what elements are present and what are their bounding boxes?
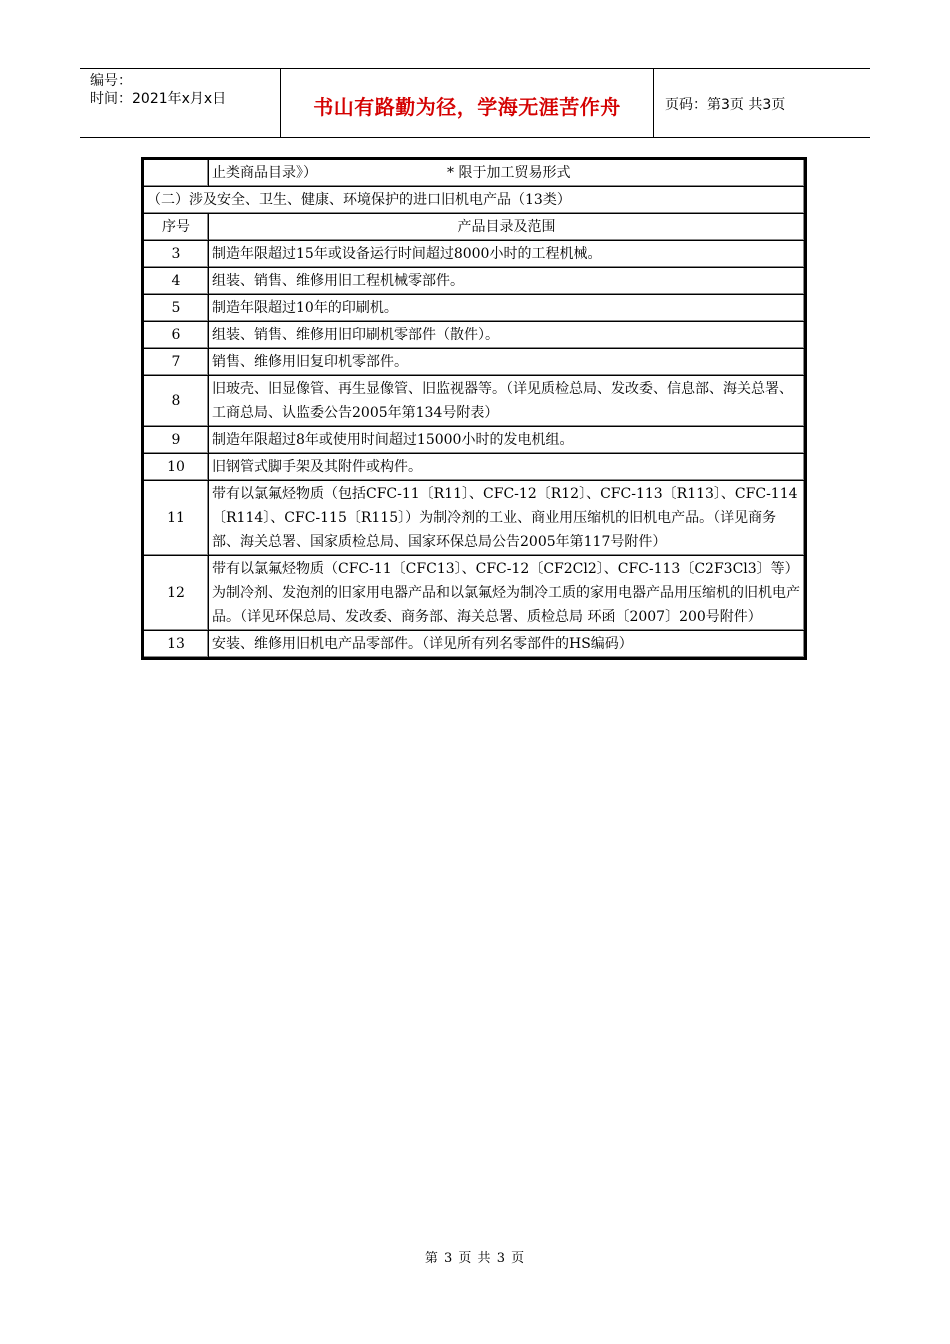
column-header-desc: 产品目录及范围 [209, 214, 805, 241]
row-description: 带有以氯氟烃物质（包括CFC-11〔R11〕、CFC-12〔R12〕、CFC-113〔R113〕、CFC-114〔R114〕、CFC-115〔R115〕）为制冷剂的工业、商业用压缩机的旧机电产品。（详见商务部、海关总署、国家质检总局、国家环保总局公告2005年第117号附件） [209, 481, 805, 556]
table-row [144, 556, 805, 631]
page-footer: 第 3 页 共 3 页 [424, 1251, 526, 1266]
row-description: 旧钢管式脚手架及其附件或构件。 [209, 454, 805, 481]
number-label: 编号： [90, 73, 132, 89]
row-number: 5 [144, 295, 209, 322]
row-description: 组装、销售、维修用旧印刷机零部件（散件）。 [209, 322, 805, 349]
table-row [144, 349, 805, 376]
table-row [144, 376, 805, 427]
row-number: 10 [144, 454, 209, 481]
row-description: 销售、维修用旧复印机零部件。 [209, 349, 805, 376]
row-description: 制造年限超过15年或设备运行时间超过8000小时的工程机械。 [209, 241, 805, 268]
table-header-row [144, 214, 805, 241]
continuation-cell [209, 160, 805, 187]
row-description: 制造年限超过8年或使用时间超过15000小时的发电机组。 [209, 427, 805, 454]
empty-cell [144, 160, 209, 187]
row-description: 安装、维修用旧机电产品零部件。（详见所有列名零部件的HS编码） [209, 631, 805, 658]
section-title: （二）涉及安全、卫生、健康、环境保护的进口旧机电产品（13类） [144, 187, 805, 214]
table-row [144, 454, 805, 481]
row-number: 13 [144, 631, 209, 658]
motto: 书山有路勤为径，学海无涯苦作舟 [313, 95, 621, 119]
header-meta [80, 69, 281, 137]
row-description: 制造年限超过10年的印刷机。 [209, 295, 805, 322]
table-row [144, 268, 805, 295]
header-page-info: 页码：第3页 共3页 [665, 97, 786, 113]
table-row [144, 631, 805, 658]
row-description: 带有以氯氟烃物质（CFC-11〔CFC13〕、CFC-12〔CF2Cl2〕、CFC-113〔C2F3Cl3〕等）为制冷剂、发泡剂的旧家用电器产品和以氯氟烃为制冷工质的家用电器产品用压缩机的旧机电产品。（详见环保总局、发改委、商务部、海关总署、质检总局 环函〔2007〕200号附件） [209, 556, 805, 631]
product-table [141, 157, 807, 660]
row-number: 8 [144, 376, 209, 427]
table-row [144, 241, 805, 268]
row-number: 3 [144, 241, 209, 268]
continuation-text: 止类商品目录》） [212, 165, 317, 181]
row-description: 组装、销售、维修用旧工程机械零部件。 [209, 268, 805, 295]
table-row [144, 322, 805, 349]
continuation-note: * 限于加工贸易形式 [447, 165, 571, 181]
header-motto-cell [281, 69, 654, 137]
row-number: 7 [144, 349, 209, 376]
table-row [144, 427, 805, 454]
row-number: 6 [144, 322, 209, 349]
row-description: 旧玻壳、旧显像管、再生显像管、旧监视器等。（详见质检总局、发改委、信息部、海关总署、工商总局、认监委公告2005年第134号附表） [209, 376, 805, 427]
table-row [144, 295, 805, 322]
row-number: 4 [144, 268, 209, 295]
time-label: 时间：2021年x月x日 [90, 91, 227, 107]
row-number: 12 [144, 556, 209, 631]
page-header [80, 68, 870, 138]
row-number: 9 [144, 427, 209, 454]
row-number: 11 [144, 481, 209, 556]
column-header-no: 序号 [144, 214, 209, 241]
section-title-row [144, 187, 805, 214]
table-row [144, 481, 805, 556]
continuation-row [144, 160, 805, 187]
